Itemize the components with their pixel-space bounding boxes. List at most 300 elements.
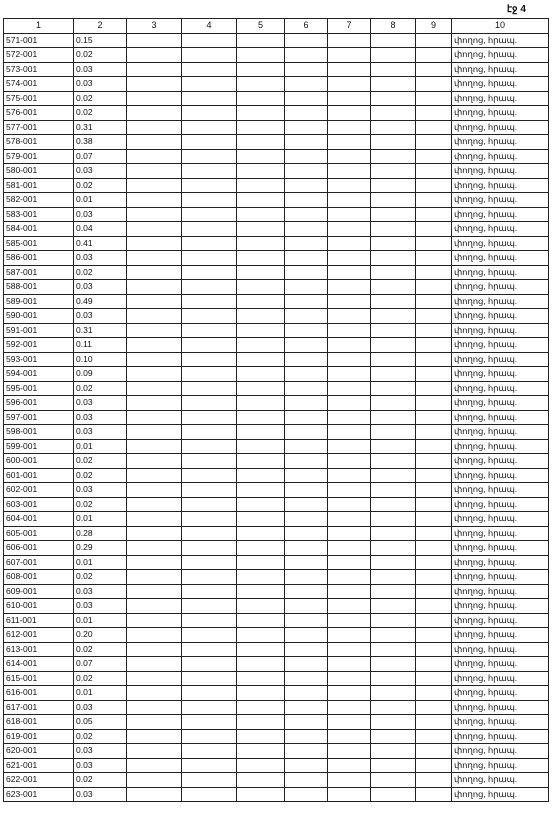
empty-cell [182,265,237,280]
empty-cell [127,178,182,193]
empty-cell [416,338,452,353]
table-row [4,164,549,179]
row-address: փողոց, հրապ. [452,396,549,411]
table-row [4,91,549,106]
empty-cell [127,236,182,251]
table-row [4,584,549,599]
empty-cell [182,106,237,121]
empty-cell [371,48,416,63]
empty-cell [371,773,416,788]
empty-cell [371,120,416,135]
table-row [4,338,549,353]
empty-cell [182,149,237,164]
row-address: փողոց, հրապ. [452,671,549,686]
table-row [4,758,549,773]
row-value: 0.01 [74,613,127,628]
empty-cell [328,251,371,266]
empty-cell [285,657,328,672]
empty-cell [371,599,416,614]
empty-cell [182,787,237,802]
empty-cell [127,309,182,324]
empty-cell [182,33,237,48]
empty-cell [371,77,416,92]
row-value: 0.03 [74,758,127,773]
row-value: 0.02 [74,91,127,106]
empty-cell [127,338,182,353]
row-address: փողոց, հրապ. [452,686,549,701]
empty-cell [285,758,328,773]
empty-cell [127,526,182,541]
empty-cell [371,222,416,237]
empty-cell [127,62,182,77]
table-row [4,657,549,672]
empty-cell [237,280,285,295]
row-code: 579-001 [4,149,74,164]
empty-cell [237,62,285,77]
table-row [4,251,549,266]
row-value: 0.02 [74,48,127,63]
empty-cell [328,367,371,382]
row-value: 0.01 [74,439,127,454]
table-row [4,323,549,338]
empty-cell [127,512,182,527]
row-code: 594-001 [4,367,74,382]
row-address: փողոց, հրապ. [452,642,549,657]
empty-cell [127,671,182,686]
col-header: 8 [371,19,416,34]
empty-cell [285,265,328,280]
table-row [4,352,549,367]
empty-cell [285,744,328,759]
empty-cell [371,468,416,483]
row-address: փողոց, հրապ. [452,497,549,512]
empty-cell [127,773,182,788]
empty-cell [371,512,416,527]
table-row [4,599,549,614]
empty-cell [328,120,371,135]
row-value: 0.03 [74,425,127,440]
empty-cell [237,526,285,541]
empty-cell [237,584,285,599]
row-address: փողոց, հրապ. [452,265,549,280]
row-code: 616-001 [4,686,74,701]
empty-cell [237,396,285,411]
empty-cell [371,33,416,48]
empty-cell [127,454,182,469]
empty-cell [371,338,416,353]
empty-cell [328,758,371,773]
empty-cell [237,729,285,744]
row-code: 611-001 [4,613,74,628]
empty-cell [237,613,285,628]
empty-cell [237,236,285,251]
table-row [4,33,549,48]
empty-cell [371,613,416,628]
empty-cell [127,700,182,715]
empty-cell [127,294,182,309]
table-row [4,77,549,92]
empty-cell [328,236,371,251]
empty-cell [416,106,452,121]
row-address: փողոց, հրապ. [452,700,549,715]
row-address: փողոց, հրապ. [452,657,549,672]
row-value: 0.05 [74,715,127,730]
row-value: 0.01 [74,686,127,701]
empty-cell [237,77,285,92]
table-row [4,396,549,411]
row-code: 581-001 [4,178,74,193]
empty-cell [237,555,285,570]
table-row [4,309,549,324]
empty-cell [328,149,371,164]
empty-cell [371,178,416,193]
empty-cell [127,265,182,280]
row-value: 0.11 [74,338,127,353]
row-address: փողոց, հրապ. [452,744,549,759]
empty-cell [416,381,452,396]
empty-cell [285,149,328,164]
empty-cell [328,628,371,643]
empty-cell [285,700,328,715]
empty-cell [237,671,285,686]
table-row [4,497,549,512]
empty-cell [285,338,328,353]
empty-cell [237,149,285,164]
empty-cell [328,671,371,686]
empty-cell [285,454,328,469]
table-row [4,613,549,628]
empty-cell [182,773,237,788]
empty-cell [182,526,237,541]
row-code: 617-001 [4,700,74,715]
empty-cell [371,628,416,643]
empty-cell [127,686,182,701]
empty-cell [237,541,285,556]
empty-cell [371,744,416,759]
row-code: 610-001 [4,599,74,614]
empty-cell [371,570,416,585]
empty-cell [237,410,285,425]
table-row [4,700,549,715]
empty-cell [182,410,237,425]
empty-cell [416,642,452,657]
empty-cell [371,454,416,469]
row-value: 0.03 [74,483,127,498]
empty-cell [127,120,182,135]
empty-cell [328,33,371,48]
empty-cell [285,439,328,454]
row-code: 590-001 [4,309,74,324]
empty-cell [127,352,182,367]
empty-cell [328,410,371,425]
empty-cell [127,497,182,512]
empty-cell [285,497,328,512]
row-value: 0.09 [74,367,127,382]
empty-cell [416,613,452,628]
empty-cell [237,454,285,469]
table-row [4,280,549,295]
row-value: 0.31 [74,323,127,338]
empty-cell [182,715,237,730]
table-row [4,48,549,63]
empty-cell [328,584,371,599]
row-address: փողոց, հրապ. [452,164,549,179]
empty-cell [182,425,237,440]
empty-cell [127,48,182,63]
empty-cell [182,758,237,773]
empty-cell [285,62,328,77]
row-address: փողոց, հրապ. [452,599,549,614]
empty-cell [416,149,452,164]
empty-cell [371,207,416,222]
row-address: փողոց, հրապ. [452,236,549,251]
empty-cell [371,62,416,77]
row-value: 0.03 [74,280,127,295]
col-header: 1 [4,19,74,34]
empty-cell [416,787,452,802]
table-row [4,642,549,657]
empty-cell [371,91,416,106]
empty-cell [328,454,371,469]
empty-cell [127,657,182,672]
empty-cell [328,686,371,701]
empty-cell [328,613,371,628]
empty-cell [285,526,328,541]
row-code: 623-001 [4,787,74,802]
table-row [4,686,549,701]
row-value: 0.02 [74,497,127,512]
table-row [4,787,549,802]
empty-cell [371,251,416,266]
empty-cell [285,367,328,382]
empty-cell [237,323,285,338]
row-code: 605-001 [4,526,74,541]
empty-cell [285,787,328,802]
row-address: փողոց, հրապ. [452,33,549,48]
empty-cell [371,642,416,657]
empty-cell [127,715,182,730]
empty-cell [371,309,416,324]
empty-cell [237,425,285,440]
empty-cell [416,48,452,63]
row-address: փողոց, հրապ. [452,425,549,440]
col-header: 4 [182,19,237,34]
empty-cell [127,323,182,338]
empty-cell [285,541,328,556]
empty-cell [127,570,182,585]
empty-cell [237,773,285,788]
empty-cell [182,120,237,135]
empty-cell [285,294,328,309]
row-value: 0.03 [74,787,127,802]
empty-cell [182,686,237,701]
row-code: 620-001 [4,744,74,759]
row-code: 573-001 [4,62,74,77]
empty-cell [285,396,328,411]
header-row [4,19,549,34]
empty-cell [371,686,416,701]
empty-cell [237,483,285,498]
row-address: փողոց, հրապ. [452,729,549,744]
row-code: 580-001 [4,164,74,179]
row-value: 0.02 [74,381,127,396]
empty-cell [182,671,237,686]
row-code: 574-001 [4,77,74,92]
empty-cell [285,135,328,150]
empty-cell [328,657,371,672]
row-address: փողոց, հրապ. [452,106,549,121]
empty-cell [416,570,452,585]
empty-cell [237,309,285,324]
empty-cell [237,48,285,63]
row-address: փողոց, հրապ. [452,323,549,338]
row-code: 609-001 [4,584,74,599]
empty-cell [182,77,237,92]
empty-cell [328,642,371,657]
empty-cell [416,251,452,266]
empty-cell [371,352,416,367]
empty-cell [237,468,285,483]
empty-cell [328,381,371,396]
empty-cell [328,715,371,730]
table-row [4,541,549,556]
empty-cell [285,599,328,614]
empty-cell [328,483,371,498]
empty-cell [328,439,371,454]
row-address: փողոց, հրապ. [452,309,549,324]
empty-cell [416,309,452,324]
row-value: 0.29 [74,541,127,556]
table-row [4,628,549,643]
row-value: 0.02 [74,106,127,121]
row-address: փողոց, հրապ. [452,483,549,498]
empty-cell [285,628,328,643]
row-address: փողոց, հրապ. [452,135,549,150]
empty-cell [237,178,285,193]
empty-cell [182,555,237,570]
table-row [4,439,549,454]
empty-cell [416,541,452,556]
empty-cell [285,555,328,570]
empty-cell [285,236,328,251]
table-row [4,294,549,309]
empty-cell [416,671,452,686]
empty-cell [371,584,416,599]
row-address: փողոց, հրապ. [452,207,549,222]
empty-cell [416,396,452,411]
empty-cell [182,396,237,411]
empty-cell [416,700,452,715]
empty-cell [237,91,285,106]
empty-cell [371,265,416,280]
empty-cell [285,381,328,396]
table-row [4,454,549,469]
empty-cell [285,410,328,425]
empty-cell [182,178,237,193]
empty-cell [416,628,452,643]
row-code: 585-001 [4,236,74,251]
row-code: 582-001 [4,193,74,208]
empty-cell [285,178,328,193]
row-value: 0.02 [74,642,127,657]
empty-cell [416,367,452,382]
empty-cell [182,352,237,367]
table-row [4,425,549,440]
empty-cell [371,280,416,295]
row-code: 595-001 [4,381,74,396]
empty-cell [285,671,328,686]
empty-cell [237,686,285,701]
empty-cell [328,77,371,92]
empty-cell [371,657,416,672]
row-code: 593-001 [4,352,74,367]
row-address: փողոց, հրապ. [452,294,549,309]
empty-cell [285,222,328,237]
empty-cell [328,265,371,280]
row-code: 607-001 [4,555,74,570]
empty-cell [371,541,416,556]
empty-cell [127,280,182,295]
row-value: 0.07 [74,657,127,672]
empty-cell [371,497,416,512]
table-row [4,178,549,193]
row-code: 602-001 [4,483,74,498]
row-value: 0.03 [74,396,127,411]
ledger-table [3,18,549,802]
empty-cell [285,309,328,324]
empty-cell [182,700,237,715]
row-address: փողոց, հրապ. [452,454,549,469]
empty-cell [371,367,416,382]
row-code: 603-001 [4,497,74,512]
empty-cell [371,164,416,179]
empty-cell [416,135,452,150]
row-code: 571-001 [4,33,74,48]
empty-cell [237,787,285,802]
empty-cell [285,715,328,730]
row-code: 597-001 [4,410,74,425]
table-row [4,149,549,164]
row-code: 599-001 [4,439,74,454]
row-address: փողոց, հրապ. [452,120,549,135]
empty-cell [285,33,328,48]
empty-cell [371,135,416,150]
empty-cell [328,497,371,512]
table-row [4,193,549,208]
row-value: 0.02 [74,570,127,585]
empty-cell [328,744,371,759]
row-code: 588-001 [4,280,74,295]
empty-cell [416,758,452,773]
empty-cell [182,439,237,454]
row-value: 0.03 [74,251,127,266]
empty-cell [328,555,371,570]
empty-cell [285,323,328,338]
empty-cell [237,497,285,512]
empty-cell [371,758,416,773]
empty-cell [285,106,328,121]
empty-cell [371,700,416,715]
empty-cell [127,758,182,773]
empty-cell [182,62,237,77]
empty-cell [416,512,452,527]
empty-cell [416,715,452,730]
empty-cell [371,439,416,454]
empty-cell [237,352,285,367]
empty-cell [182,541,237,556]
row-code: 576-001 [4,106,74,121]
empty-cell [182,468,237,483]
